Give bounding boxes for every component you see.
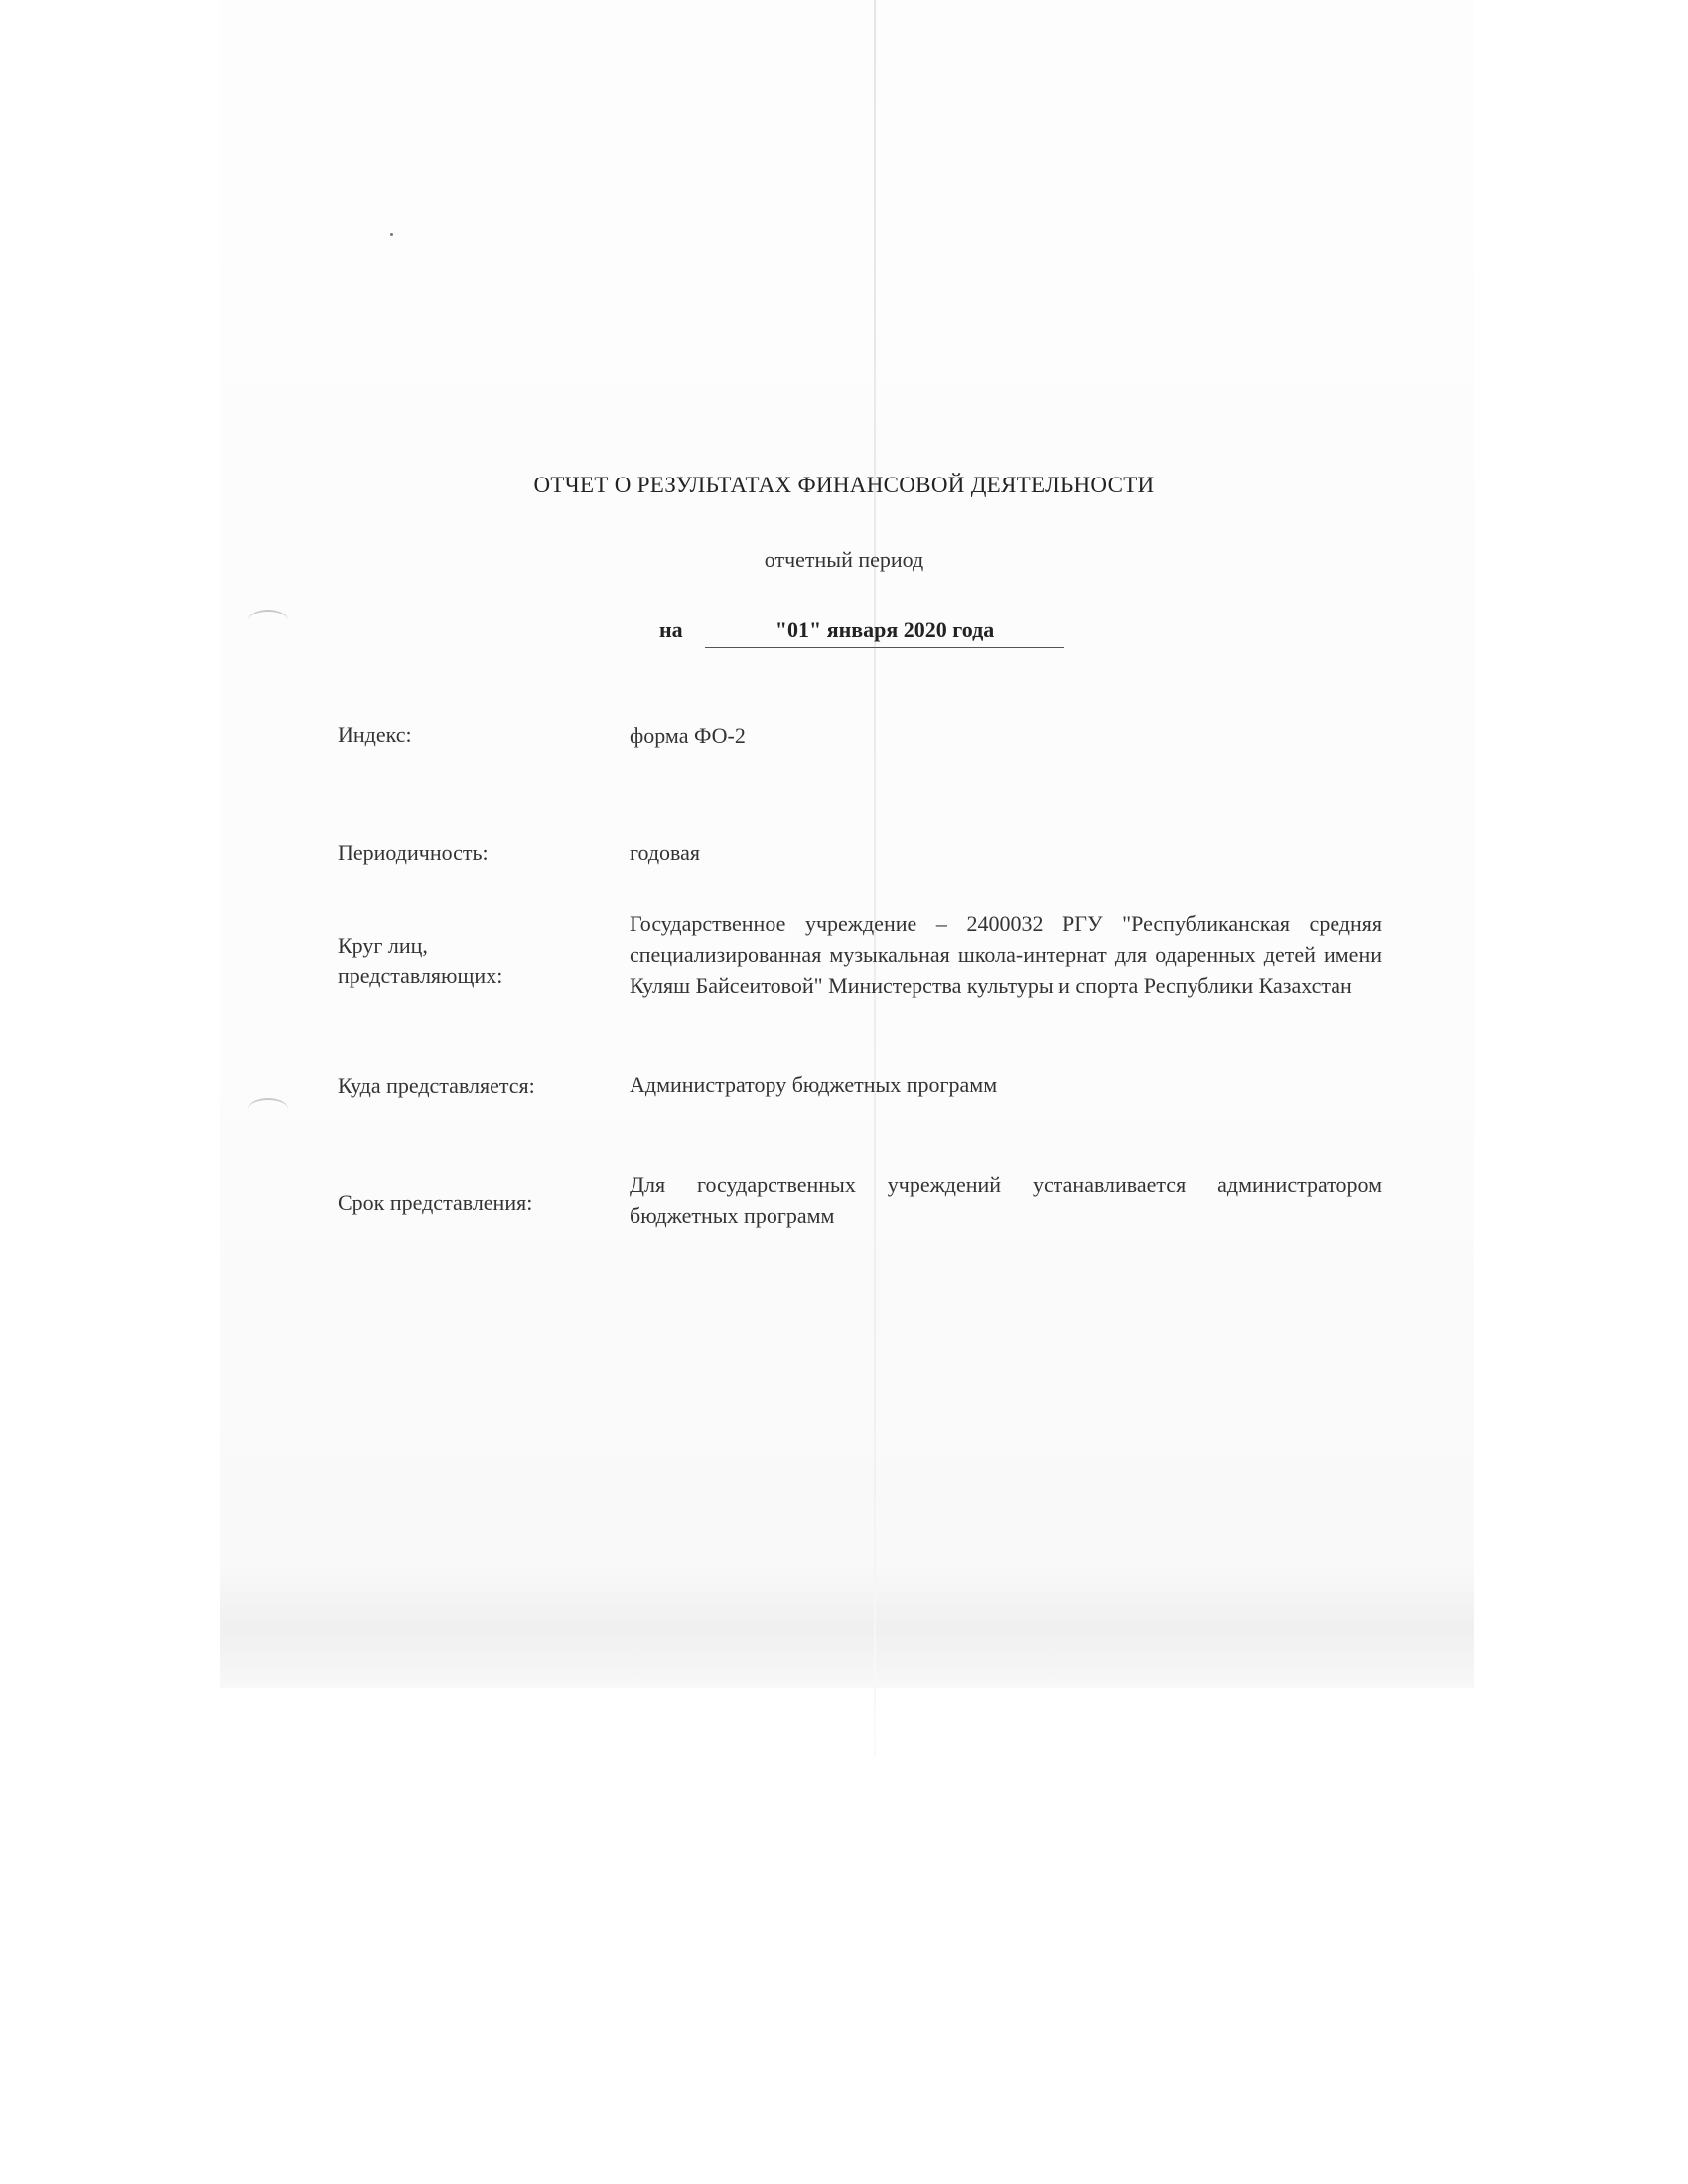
fold-line [874, 0, 876, 1757]
submitters-label-line2: представляющих: [338, 963, 503, 988]
destination-value: Администратору бюджетных программ [630, 1072, 998, 1097]
index-label: Индекс: [338, 722, 412, 747]
report-subtitle: отчетный период [764, 547, 924, 572]
periodicity-label: Периодичность: [338, 840, 489, 865]
punch-hole-mark-top [248, 610, 288, 631]
periodicity-value: годовая [630, 840, 701, 865]
index-value: форма ФО-2 [630, 723, 746, 748]
destination-label: Куда представляется: [338, 1073, 535, 1098]
date-prefix: на [659, 617, 683, 642]
submitters-label-line1: Круг лиц, [338, 933, 428, 958]
report-date: "01" января 2020 года [705, 617, 1064, 648]
deadline-label: Срок представления: [338, 1190, 533, 1215]
punch-hole-mark-bottom [248, 1098, 288, 1120]
submitters-label [338, 931, 566, 991]
submitters-value: Государственное учреждение – 2400032 РГУ "Республиканская средняя специализированная музыкальная школа-интернат для одаренных детей имени Куляш Байсеитовой" Министерства культуры и спорта Республики Казахстан [630, 911, 1382, 998]
scan-speck [390, 233, 393, 236]
deadline-value: Для государственных учреждений устанавливается администратором бюджетных программ [630, 1172, 1382, 1228]
scan-shadow [220, 1569, 1474, 1688]
report-title: ОТЧЕТ О РЕЗУЛЬТАТАХ ФИНАНСОВОЙ ДЕЯТЕЛЬНОСТИ [533, 473, 1155, 497]
